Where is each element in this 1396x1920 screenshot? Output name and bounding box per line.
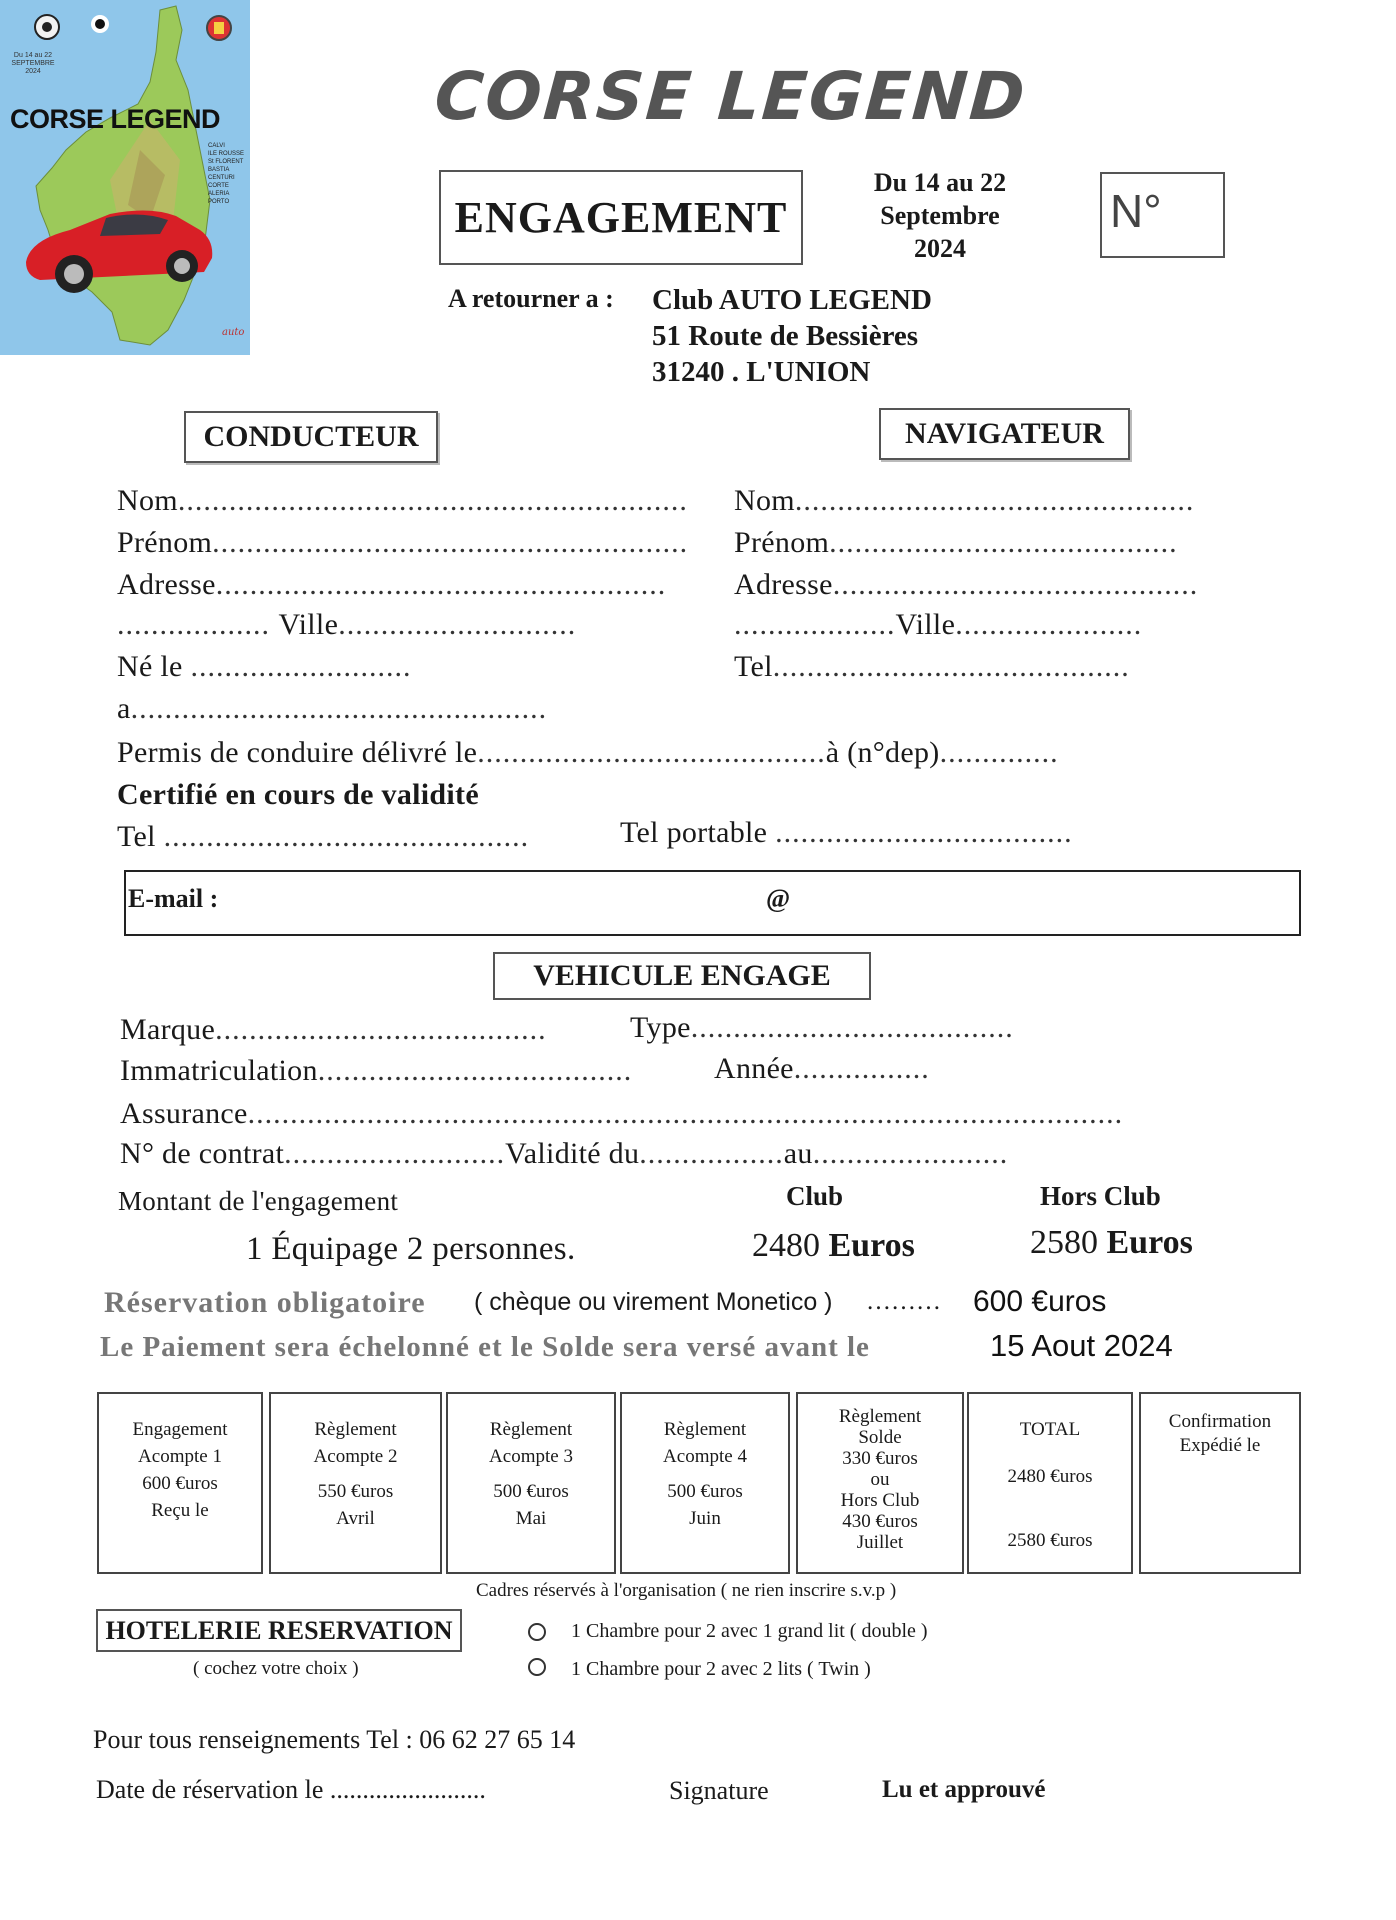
navigateur-nom-field[interactable]: Nom............................................... xyxy=(734,484,1195,517)
moor-head-icon xyxy=(95,19,105,29)
club-price-value: 2480 xyxy=(752,1227,820,1264)
payment-3-amount: 500 €uros xyxy=(493,1481,569,1502)
page-title: CORSE LEGEND xyxy=(432,58,1030,135)
conducteur-ville-field[interactable]: .................. Ville............................ xyxy=(117,608,577,641)
hors-club-price xyxy=(1030,1224,1193,1262)
conducteur-tel-portable-field[interactable]: Tel portable ................................... xyxy=(620,816,1073,849)
navigateur-prenom-field[interactable]: Prénom......................................... xyxy=(734,526,1178,559)
assurance-label: Assurance xyxy=(120,1097,248,1130)
navigateur-nom-label: Nom xyxy=(734,484,795,517)
navigateur-ville-label: Ville xyxy=(895,608,956,641)
payment-2-month: Avril xyxy=(336,1508,375,1529)
navigateur-heading: NAVIGATEUR xyxy=(879,408,1130,460)
confirmation-title: Confirmation xyxy=(1168,1411,1272,1432)
conducteur-ne-le-label: Né le xyxy=(117,650,183,683)
hotel-hint: ( cochez votre choix ) xyxy=(193,1658,359,1679)
payment-4-subtitle: Acompte 4 xyxy=(663,1446,747,1467)
navigateur-tel-field[interactable]: Tel.......................................... xyxy=(734,650,1130,683)
payment-3-title: Règlement xyxy=(489,1419,573,1440)
email-label: E-mail : xyxy=(128,884,219,913)
confirmation-sent: Expédié le xyxy=(1179,1435,1261,1456)
hotel-heading: HOTELERIE RESERVATION xyxy=(96,1609,462,1652)
navigateur-tel-label: Tel xyxy=(734,650,773,683)
approval-label: Lu et approuvé xyxy=(882,1776,1046,1803)
paiement-date: 15 Aout 2024 xyxy=(990,1328,1173,1363)
validite-label: Validité du xyxy=(505,1137,640,1170)
payment-1-amount: 600 €uros xyxy=(142,1473,218,1494)
contact-info: Pour tous renseignements Tel : 06 62 27 65 14 xyxy=(93,1725,576,1754)
conducteur-lieu-field[interactable]: a................................................. xyxy=(117,692,548,725)
email-at-sign: @ xyxy=(766,884,791,913)
navigateur-adresse-field[interactable]: Adresse........................................... xyxy=(734,568,1199,601)
conducteur-lieu-label: a xyxy=(117,692,131,725)
annee-label: Année xyxy=(714,1052,794,1085)
payment-4-title: Règlement xyxy=(663,1419,747,1440)
marque-label: Marque xyxy=(120,1013,216,1046)
engagement-label: ENGAGEMENT xyxy=(454,193,788,242)
payment-box-total xyxy=(967,1392,1133,1574)
payment-box-acompte-4 xyxy=(620,1392,790,1574)
reservation-label: Réservation obligatoire xyxy=(104,1286,426,1319)
hors-club-header: Hors Club xyxy=(1040,1181,1161,1211)
permis-dep-label: à (n°dep) xyxy=(825,736,940,769)
contrat-label: N° de contrat xyxy=(120,1137,285,1170)
date-line-1: Du 14 au 22 xyxy=(873,168,1007,197)
au-label: au xyxy=(783,1137,813,1170)
reservation-date-field[interactable] xyxy=(96,1775,486,1805)
date-line-3: 2024 xyxy=(914,234,966,263)
email-field[interactable] xyxy=(124,870,1301,936)
return-address xyxy=(652,282,932,390)
conducteur-adresse-label: Adresse xyxy=(117,568,216,601)
payment-5-amount-hors-club: 430 €uros xyxy=(842,1511,918,1532)
club-header: Club xyxy=(786,1181,844,1211)
address-line-3: 31240 . L'UNION xyxy=(652,356,871,388)
club-price-currency: Euros xyxy=(828,1227,915,1264)
conducteur-nom-label: Nom xyxy=(117,484,178,517)
reservation-date-dots: ........................ xyxy=(329,1775,486,1804)
payment-5-hors-club: Hors Club xyxy=(840,1490,920,1511)
poster-towns: CALVI ILE ROUSSE St FLORENT BASTIA CENTURI CORTE ALERIA PORTO xyxy=(208,143,245,205)
club-price xyxy=(752,1227,915,1265)
navigateur-ville-field[interactable]: ...................Ville...................... xyxy=(734,608,1143,641)
conducteur-tel-portable-label: Tel portable xyxy=(620,816,768,849)
hors-club-price-currency: Euros xyxy=(1106,1224,1193,1261)
marque-field[interactable]: Marque....................................... xyxy=(120,1013,547,1046)
reservation-amount: 600 €uros xyxy=(973,1285,1107,1318)
return-label: A retourner a : xyxy=(448,284,614,313)
entry-number-field[interactable] xyxy=(1100,172,1225,258)
payment-2-subtitle: Acompte 2 xyxy=(313,1446,398,1467)
immatriculation-field[interactable]: Immatriculation..................................... xyxy=(120,1054,633,1087)
hors-club-price-value: 2580 xyxy=(1030,1224,1098,1261)
conducteur-nom-field[interactable]: Nom............................................................ xyxy=(117,484,688,517)
poster-title: CORSE LEGEND xyxy=(10,104,221,134)
engagement-box xyxy=(439,170,803,265)
payment-5-month: Juillet xyxy=(856,1532,904,1553)
poster-dates: Du 14 au 22 SEPTEMBRE 2024 xyxy=(11,52,55,75)
reservation-date-label: Date de réservation le xyxy=(96,1775,324,1804)
equipage-label: 1 Équipage 2 personnes. xyxy=(246,1231,576,1267)
contrat-field[interactable]: N° de contrat..........................Validité du.................au....................... xyxy=(120,1137,1009,1170)
payment-box-acompte-2 xyxy=(269,1392,442,1574)
navigateur-adresse-label: Adresse xyxy=(734,568,833,601)
payment-total-hors-club: 2580 €uros xyxy=(1007,1530,1093,1551)
svg-text:auto: auto xyxy=(222,327,245,338)
payment-3-month: Mai xyxy=(515,1508,547,1529)
payment-box-confirmation xyxy=(1139,1392,1301,1574)
entry-number-label: N° xyxy=(1110,185,1162,237)
conducteur-ville-label: Ville xyxy=(278,608,339,641)
payment-1-note: Reçu le xyxy=(151,1500,209,1521)
payment-5-amount-club: 330 €uros xyxy=(842,1448,918,1469)
conducteur-tel-field[interactable]: Tel ........................................... xyxy=(117,820,530,853)
conducteur-prenom-label: Prénom xyxy=(117,526,213,559)
payment-4-amount: 500 €uros xyxy=(667,1481,743,1502)
twin-room-label: 1 Chambre pour 2 avec 2 lits ( Twin ) xyxy=(571,1658,871,1680)
permis-field[interactable]: Permis de conduire délivré le.........................................à (n°dep).............. xyxy=(117,736,1059,769)
address-line-2: 51 Route de Bessières xyxy=(652,320,919,352)
payment-total-title: TOTAL xyxy=(1019,1419,1081,1440)
date-line-2: Septembre xyxy=(880,201,1000,230)
payment-box-acompte-1 xyxy=(97,1392,263,1574)
payment-box-acompte-3 xyxy=(446,1392,616,1574)
conducteur-prenom-field[interactable]: Prénom........................................................ xyxy=(117,526,689,559)
payment-total-club: 2480 €uros xyxy=(1007,1466,1093,1487)
payment-box-solde xyxy=(796,1392,964,1574)
payment-5-subtitle: Solde xyxy=(858,1427,902,1448)
address-line-1: Club AUTO LEGEND xyxy=(652,284,932,316)
permis-label: Permis de conduire délivré le xyxy=(117,736,478,769)
type-label: Type xyxy=(630,1011,691,1044)
signature-label: Signature xyxy=(669,1776,769,1805)
event-poster xyxy=(0,0,250,355)
twin-room-radio[interactable] xyxy=(528,1658,546,1676)
reservation-method: ( chèque ou virement Monetico ) xyxy=(474,1288,833,1316)
event-dates xyxy=(860,166,1020,265)
double-room-radio[interactable] xyxy=(528,1623,546,1641)
conducteur-ne-le-field[interactable]: Né le .......................... xyxy=(117,650,412,683)
assurance-field[interactable]: Assurance....................................................................................................... xyxy=(120,1097,1124,1130)
conducteur-adresse-field[interactable]: Adresse..................................................... xyxy=(117,568,667,601)
navigateur-prenom-label: Prénom xyxy=(734,526,830,559)
conducteur-heading: CONDUCTEUR xyxy=(184,411,438,463)
vehicule-heading: VEHICULE ENGAGE xyxy=(493,952,871,1000)
certifie-label: Certifié en cours de validité xyxy=(117,778,479,811)
payment-1-title: Engagement xyxy=(132,1419,228,1440)
immatriculation-label: Immatriculation xyxy=(120,1054,318,1087)
payment-3-subtitle: Acompte 3 xyxy=(489,1446,573,1467)
payment-1-subtitle: Acompte 1 xyxy=(138,1446,222,1467)
payment-5-or: ou xyxy=(870,1469,890,1490)
paiement-label: Le Paiement sera échelonné et le Solde sera versé avant le xyxy=(100,1331,870,1363)
conducteur-tel-label: Tel xyxy=(117,820,156,853)
reserved-note: Cadres réservés à l'organisation ( ne rien inscrire s.v.p ) xyxy=(476,1580,897,1601)
annee-field[interactable]: Année................ xyxy=(714,1052,930,1085)
payment-2-title: Règlement xyxy=(314,1419,397,1440)
double-room-label: 1 Chambre pour 2 avec 1 grand lit ( double ) xyxy=(571,1620,928,1642)
payment-4-month: Juin xyxy=(689,1508,721,1529)
reservation-dots: ……… xyxy=(866,1288,941,1315)
payment-2-amount: 550 €uros xyxy=(317,1481,394,1502)
payment-5-title: Règlement xyxy=(838,1406,922,1427)
type-field[interactable]: Type...................................... xyxy=(630,1011,1014,1044)
montant-label: Montant de l'engagement xyxy=(118,1186,399,1216)
